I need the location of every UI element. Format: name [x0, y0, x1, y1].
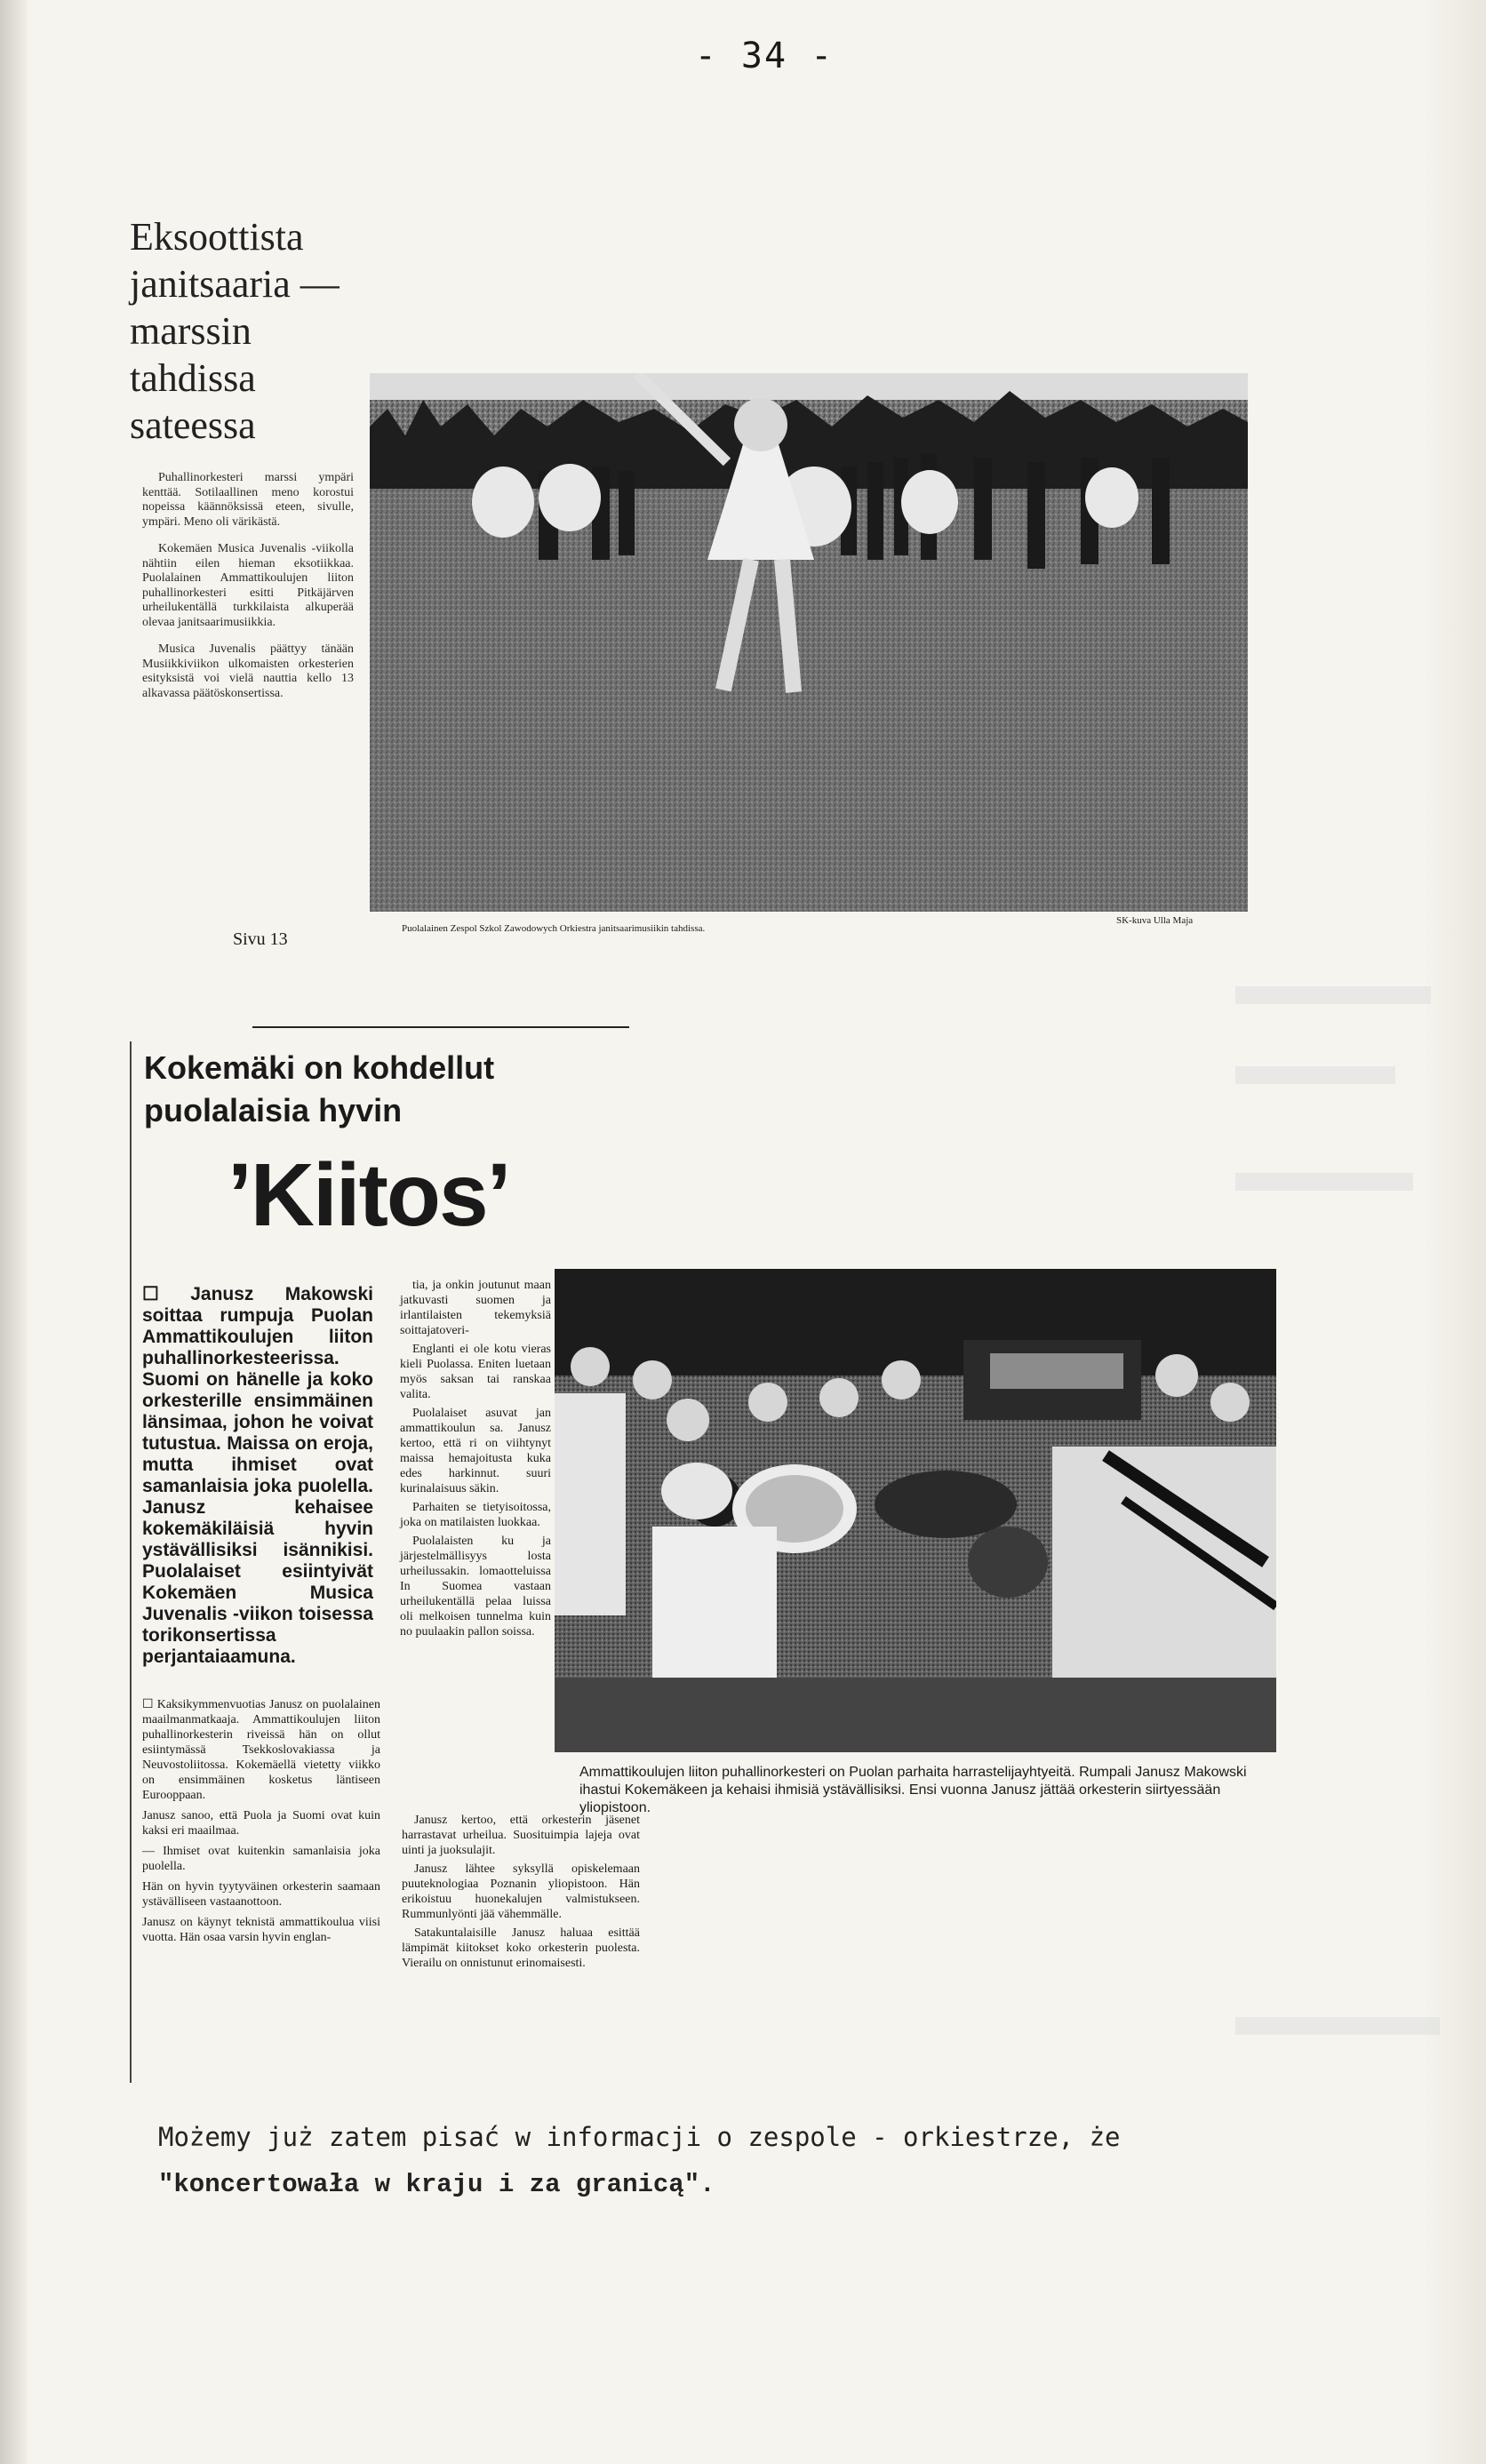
marching-band-photo-art [370, 373, 1248, 912]
clipping1-body [142, 471, 354, 714]
clipping2-top-rule [252, 1026, 629, 1028]
clipping2-paragraph: Satakuntalaisille Janusz haluaa esittää lämpimät kiitokset koko orkesterin puolesta. Vierailu on onnistunut erinomaisesti. [402, 1926, 640, 1970]
clipping1-paragraph: Puhallinorkesteri marssi ympäri kenttää. Sotilaallinen meno korostui nopeissa käännöksissä eteen, sivulle, ympäri. Meno oli värikästä. [142, 471, 354, 529]
clipping2-paragraph: Janusz on käynyt teknistä ammattikoulua viisi vuotta. Hän osaa varsin hyvin englan- [142, 1916, 380, 1944]
clipping1-paragraph: Kokemäen Musica Juvenalis -viikolla nähtiin eilen hieman eksotiikkaa. Puolalainen Ammattikoulujen liiton puhallinorkesteri esitti Pitkäjärven urheilukentällä turkkilaista alkuperää olevaa janitsaarimusiikkia. [142, 542, 354, 629]
typed-line-1: Możemy już zatem pisać w informacji o zespole - orkiestrze, że [158, 2122, 1121, 2152]
marching-band-photo [370, 373, 1248, 912]
clipping1-headline: Eksoottista janitsaaria — marssin tahdissa sateessa [130, 215, 340, 447]
clipping2-photo-caption: Ammattikoulujen liiton puhallinorkesteri on Puolan parhaita harrastelijayhtyeitä. Rumpali Janusz Makowski ihastui Kokemäkeen ja kehaisi ihmisiä ystävällisiksi. Ensi vuonna Janusz jättää orkesterin siirtyessään yliopistoon. [579, 1765, 1247, 1815]
clipping2-left-rule [130, 1041, 132, 2083]
bleed-through-mark [1235, 1066, 1395, 1084]
clipping1-paragraph: Musica Juvenalis päättyy tänään Musiikkiviikon ulkomaisten orkesterien esityksistä voi vielä nauttia kello 13 alkavassa päätöskonsertissa. [142, 642, 354, 700]
clipping2-paragraph: — Ihmiset ovat kuitenkin samanlaisia joka puolella. [142, 1845, 380, 1873]
clipping2-paragraph: Englanti ei ole kotu vieras kieli Puolassa. Eniten luetaan myös saksan tai ranskaa valita. [400, 1343, 551, 1401]
clipping2-paragraph: Hän on hyvin tyytyväinen orkesterin saamaan ystävälliseen vastaanottoon. [142, 1880, 380, 1909]
clipping2-column3 [400, 1278, 551, 1643]
page-number: - 34 - [694, 36, 835, 76]
clipping1-photo-caption: Puolalainen Zespol Szkol Zawodowych Orkiestra janitsaarimusiikin tahdissa. [402, 923, 706, 934]
bleed-through-mark [1235, 2017, 1440, 2035]
clipping2-paragraph: Janusz sanoo, että Puola ja Suomi ovat kuin kaksi eri maailmaa. [142, 1809, 380, 1838]
clipping2-paragraph: tia, ja onkin joutunut maan jatkuvasti suomen ja irlantilaisten tekemyksiä soittajatoveri- [400, 1279, 551, 1337]
clipping2-lead: ☐ Janusz Makowski soittaa rumpuja Puolan Ammattikoulujen liiton puhallinorkesteerissa. Suomi on hänelle ja koko orkesterille ensimmäinen länsimaa, johon he voivat tutustua. Maissa on eroja, mutta ihmiset ovat samanlaisia joka puolella. Janusz kehaisee kokemäkiläisiä hyvin ystävällisiksi isännikisi. Puolalaiset esiintyivät Kokemäen Musica Juvenalis -viikon toisessa torikonsertissa perjantaiaamuna. [142, 1284, 373, 1667]
clipping1-page-reference: Sivu 13 [233, 929, 288, 949]
clipping2-paragraph: Puolalaisten ku ja järjestelmällisyys losta urheilussakin. lomaotteluissa In Suomea vastaan urheilukentällä pelaa luissa oli melkoisen tunnelma kuin no puulaakin pallon soissa. [400, 1535, 551, 1639]
clipping2-headline: Kokemäki on kohdellut puolalaisia hyvin [144, 1049, 495, 1128]
clipping1-photo-credit: SK-kuva Ulla Maja [1116, 915, 1194, 926]
orchestra-photo [555, 1269, 1276, 1752]
typed-line-2: "koncertowała w kraju i za granicą". [158, 2170, 715, 2199]
clipping2-paragraph: Parhaiten se tietyisoitossa, joka on matilaisten luokkaa. [400, 1501, 551, 1529]
clipping2-paragraph: Janusz lähtee syksyllä opiskelemaan puuteknologiaa Poznanin yliopistoon. Hän erikoistuu huonekalujen valmistukseen. Rummunlyönti jää vähemmälle. [402, 1862, 640, 1921]
clipping2-paragraph: Janusz kertoo, että orkesterin jäsenet harrastavat urheilua. Suosituimpia lajeja ovat uinti ja juoksulajit. [402, 1814, 640, 1857]
typed-commentary [158, 2113, 1314, 2209]
clipping2-body [142, 1697, 380, 1950]
orchestra-photo-art [555, 1269, 1276, 1752]
clipping2-paragraph: Puolalaiset asuvat jan ammattikoulun sa. Janusz kertoo, että ri on viihtynyt maissa hemajoitusta kuka edes harkinnut. suuri kurinalaisuus säkin. [400, 1407, 551, 1495]
bleed-through-mark [1235, 986, 1431, 1004]
bleed-through-mark [1235, 1173, 1413, 1191]
paper-edge [0, 0, 27, 2464]
clipping2-paragraph: ☐ Kaksikymmenvuotias Janusz on puolalainen maailmanmatkaaja. Ammattikoulujen liiton puhallinorkesterin riveissä hän on ollut esiintymässä Tsekkoslovakiassa ja Neuvostoliitossa. Kokemäellä vietetty viikko on ensimmäinen kosketus läntiseen Eurooppaan. [142, 1698, 380, 1802]
clipping2-column3-continued [402, 1813, 640, 1974]
clipping2-title: ’Kiitos’ [228, 1145, 510, 1245]
